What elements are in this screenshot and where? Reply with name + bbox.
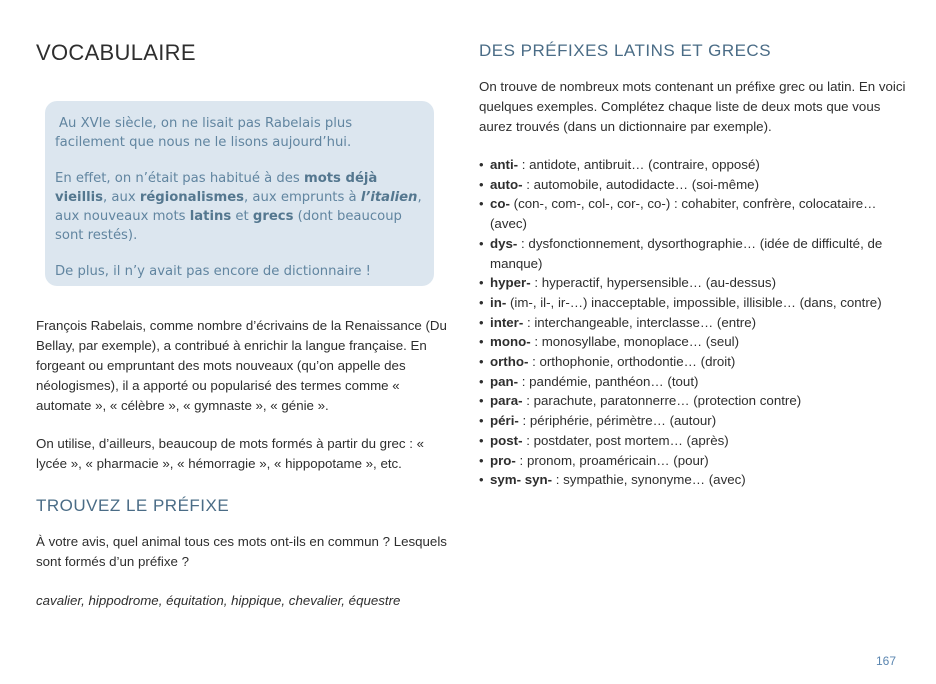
bullet-icon: • bbox=[479, 157, 484, 172]
prefix-examples: : monosyllabe, monoplace… (seul) bbox=[530, 334, 740, 350]
prefix-item bbox=[479, 391, 909, 411]
bullet-icon: • bbox=[479, 373, 484, 389]
bullet-icon: • bbox=[479, 413, 484, 429]
prefix-examples: : antidote, antibruit… (contraire, opposé) bbox=[518, 157, 760, 172]
prefix-examples: : orthophonie, orthodontie… (droit) bbox=[528, 354, 736, 370]
prefix-term: anti- bbox=[490, 157, 519, 172]
prefix-term: co- bbox=[490, 196, 510, 212]
question-paragraph: À votre avis, quel animal tous ces mots ont-ils en commun ? Lesquels sont formés d’un préfixe ? bbox=[36, 534, 447, 569]
callout-text: , aux bbox=[103, 190, 140, 205]
prefix-term: mono- bbox=[490, 334, 531, 350]
bullet-icon: • bbox=[479, 314, 484, 330]
prefix-item bbox=[479, 332, 909, 352]
prefix-item bbox=[479, 352, 909, 372]
bullet-icon: • bbox=[479, 354, 484, 370]
prefix-examples: : dysfonctionnement, dysorthographie… (idée de difficulté, de manque) bbox=[490, 235, 883, 271]
callout-keyword: mots déjà vieillis bbox=[55, 171, 378, 205]
prefix-examples: : interchangeable, interclasse… (entre) bbox=[523, 314, 757, 330]
callout-paragraph-2 bbox=[55, 169, 424, 245]
prefix-examples: (im-, il-, ir-…) inacceptable, impossible, illisible… (dans, contre) bbox=[506, 294, 882, 310]
prefix-examples: : parachute, paratonnerre… (protection contre) bbox=[522, 393, 802, 409]
page-title: VOCABULAIRE bbox=[36, 40, 196, 65]
info-callout bbox=[45, 101, 434, 286]
word-list: cavalier, hippodrome, équitation, hippique, chevalier, équestre bbox=[36, 593, 401, 608]
prefix-term: dys- bbox=[490, 235, 518, 251]
prefix-item bbox=[479, 411, 909, 431]
intro-paragraph: On trouve de nombreux mots contenant un préfixe grec ou latin. En voici quelques exemples. Complétez chaque liste de deux mots que vous aurez trouvés (dans un dictionnaire par exemple). bbox=[479, 79, 906, 134]
prefix-item bbox=[479, 234, 909, 273]
callout-text: , aux emprunts à bbox=[244, 190, 361, 205]
prefix-term: ortho- bbox=[490, 354, 529, 370]
bullet-icon: • bbox=[479, 235, 484, 251]
bullet-icon: • bbox=[479, 472, 484, 488]
prefix-examples: : pandémie, panthéon… (tout) bbox=[518, 373, 699, 389]
rabelais-paragraph: François Rabelais, comme nombre d’écrivains de la Renaissance (Du Bellay, par exemple), a contribué à enrichir la langue française. En forgeant ou empruntant des mots nouveaux (qu’on appelle des néologismes), il a apporté ou popularisé des termes comme « automate », « célèbre », « gymnaste », « génie ». bbox=[36, 318, 447, 413]
prefix-term: pro- bbox=[490, 452, 516, 468]
prefix-item bbox=[479, 431, 909, 451]
callout-paragraph-3: De plus, il n’y avait pas encore de dictionnaire ! bbox=[55, 264, 371, 279]
prefix-term: post- bbox=[490, 432, 523, 448]
prefix-item bbox=[479, 372, 909, 392]
prefix-item bbox=[479, 451, 909, 471]
prefix-term: péri- bbox=[490, 413, 519, 429]
prefix-examples: : sympathie, synonyme… (avec) bbox=[552, 472, 746, 488]
prefix-term: sym- syn- bbox=[490, 472, 553, 488]
prefix-examples: : automobile, autodidacte… (soi-même) bbox=[522, 176, 759, 192]
prefix-term: para- bbox=[490, 393, 523, 409]
callout-paragraph-1: Au XVIe siècle, on ne lisait pas Rabelais plus facilement que nous ne le lisons aujourd’hui. bbox=[55, 116, 353, 150]
prefix-examples: : pronom, proaméricain… (pour) bbox=[515, 452, 709, 468]
prefix-item bbox=[479, 175, 909, 195]
prefix-term: hyper- bbox=[490, 275, 531, 291]
callout-text: En effet, on n’était pas habitué à des bbox=[55, 171, 304, 186]
prefix-term: pan- bbox=[490, 373, 519, 389]
callout-text: (dont beaucoup sont restés). bbox=[55, 209, 402, 243]
bullet-icon: • bbox=[479, 196, 484, 212]
prefix-item bbox=[479, 155, 909, 175]
bullet-icon: • bbox=[479, 275, 484, 291]
bullet-icon: • bbox=[479, 176, 484, 192]
page-number: 167 bbox=[876, 654, 897, 668]
prefix-examples: : postdater, post mortem… (après) bbox=[522, 432, 729, 448]
bullet-icon: • bbox=[479, 294, 484, 310]
prefix-item bbox=[479, 313, 909, 333]
bullet-icon: • bbox=[479, 432, 484, 448]
greek-words-paragraph: On utilise, d’ailleurs, beaucoup de mots formés à partir du grec : « lycée », « pharmacie », « hémorragie », « hippopotame », etc. bbox=[36, 436, 425, 471]
prefix-term: inter- bbox=[490, 314, 524, 330]
callout-text: , aux nouveaux mots bbox=[55, 190, 422, 224]
bullet-icon: • bbox=[479, 452, 484, 468]
prefix-item bbox=[479, 293, 909, 313]
callout-keyword: grecs bbox=[252, 209, 294, 224]
prefix-item bbox=[479, 470, 909, 490]
prefix-examples: (con-, com-, col-, cor-, co-) : cohabiter, confrère, colocataire… (avec) bbox=[490, 196, 877, 232]
prefix-examples: : hyperactif, hypersensible… (au-dessus) bbox=[530, 275, 777, 291]
callout-keyword: régionalismes bbox=[139, 190, 245, 205]
section-title-prefixes: DES PRÉFIXES LATINS ET GRECS bbox=[479, 41, 772, 60]
callout-text: et bbox=[231, 209, 253, 224]
bullet-icon: • bbox=[479, 334, 484, 350]
callout-keyword: latins bbox=[189, 209, 232, 224]
prefix-item bbox=[479, 194, 909, 233]
prefix-term: auto- bbox=[490, 176, 523, 192]
callout-keyword: l’italien bbox=[360, 190, 418, 205]
prefix-examples: : périphérie, périmètre… (autour) bbox=[518, 413, 717, 429]
section-title-trouvez: TROUVEZ LE PRÉFIXE bbox=[36, 496, 230, 515]
prefix-term: in- bbox=[490, 294, 507, 310]
prefix-item bbox=[479, 273, 909, 293]
prefix-list bbox=[479, 155, 909, 490]
bullet-icon: • bbox=[479, 393, 484, 409]
